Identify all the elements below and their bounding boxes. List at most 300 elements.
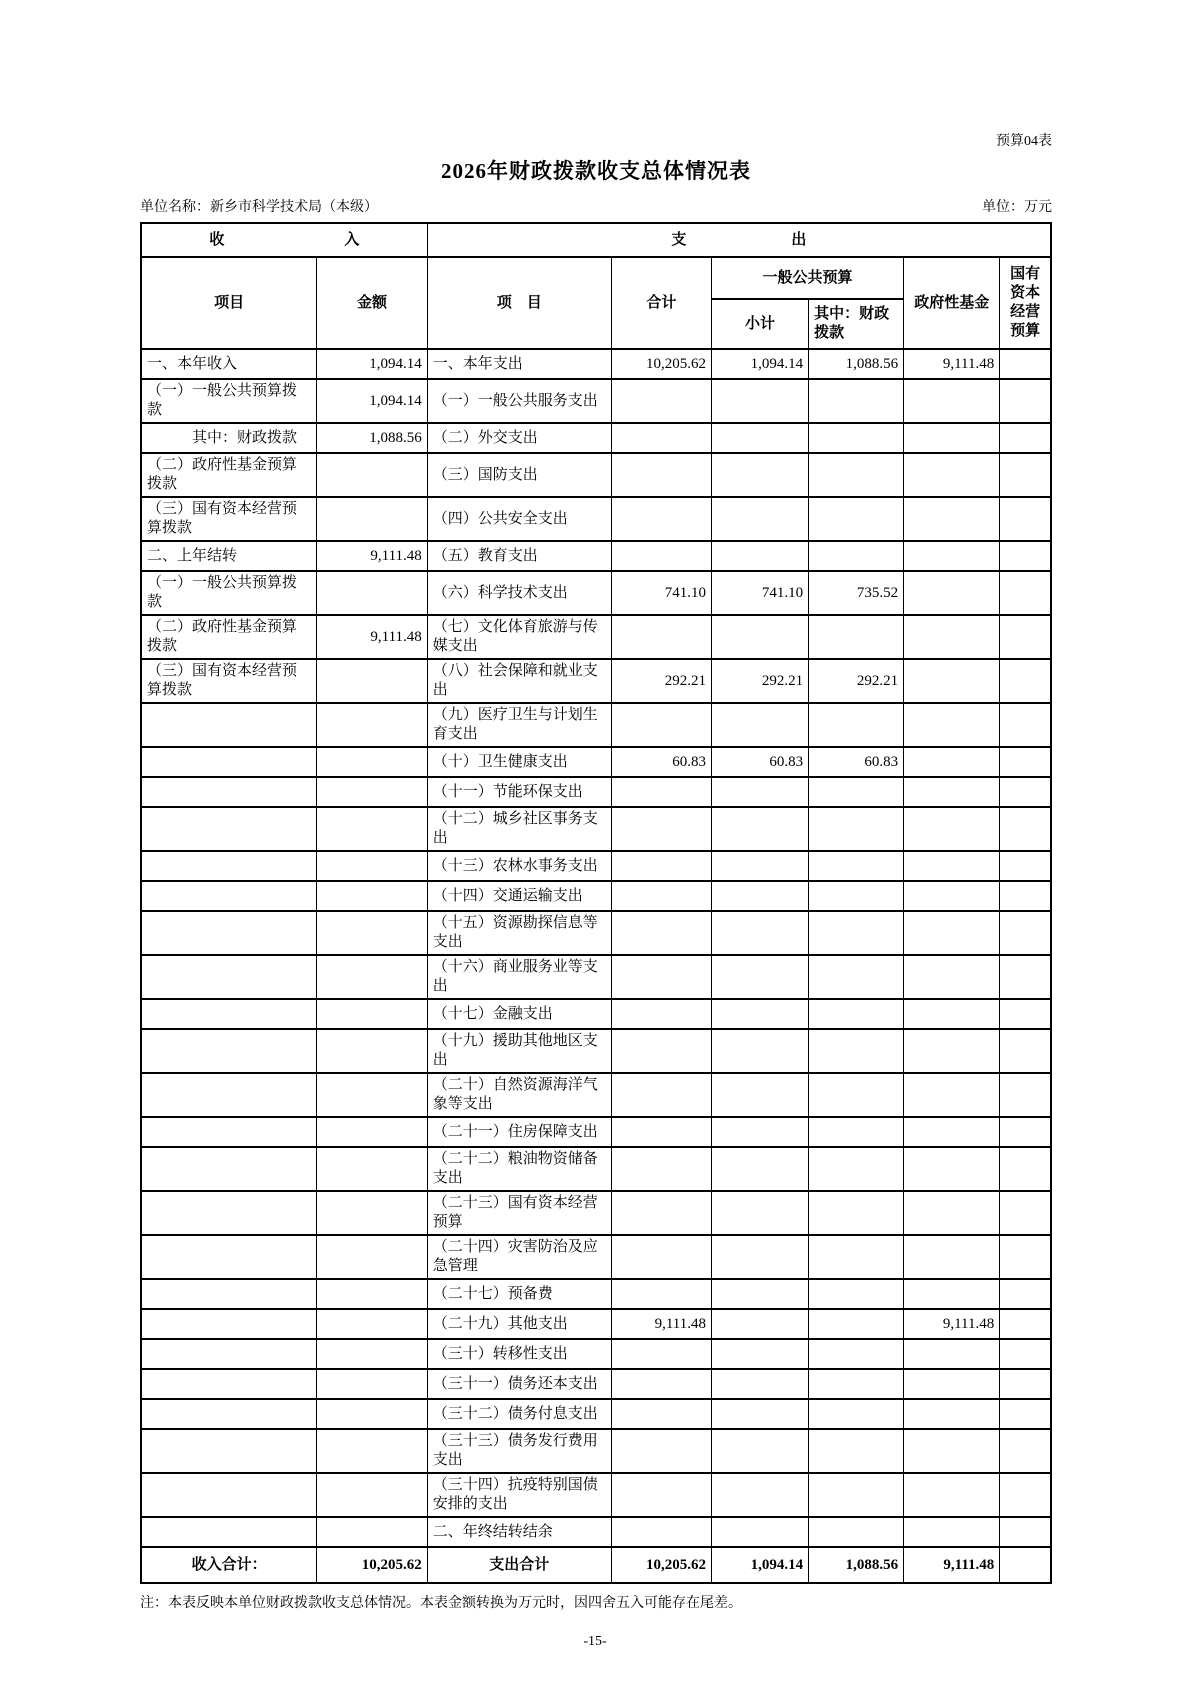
income-amount-cell [317,703,427,747]
total-cell [611,1235,711,1279]
subtotal-cell [711,1369,808,1399]
table-row [141,999,1051,1029]
income-total-amount-cell: 10,205.62 [317,1547,427,1583]
state-capital-cell [1000,571,1051,615]
expense-item-cell: （二十七）预备费 [427,1279,611,1309]
income-item-cell [141,807,317,851]
gov-fund-cell [904,379,1000,423]
gov-fund-cell [904,1279,1000,1309]
expense-item-cell: （三）国防支出 [427,453,611,497]
subtotal-cell [711,1517,808,1547]
total-cell [611,1279,711,1309]
fiscal-cell [809,615,904,659]
table-note: 注：本表反映本单位财政拨款收支总体情况。本表金额转换为万元时，因四舍五入可能存在尾差。 [140,1596,742,1611]
table-row [141,1339,1051,1369]
header-row [141,257,1051,299]
table-row [141,497,1051,541]
budget-table [140,222,1052,1584]
gov-fund-cell [904,703,1000,747]
income-amount-cell [317,1517,427,1547]
income-amount-cell: 1,088.56 [317,423,427,453]
subtotal-cell [711,777,808,807]
total-cell [611,1117,711,1147]
expense-item-cell: （九）医疗卫生与计划生育支出 [427,703,611,747]
table-row [141,1369,1051,1399]
total-cell [611,1029,711,1073]
income-item-cell: （三）国有资本经营预算拨款 [141,659,317,703]
total-cell [611,1073,711,1117]
subtotal-cell [711,955,808,999]
gov-fund-cell [904,541,1000,571]
expense-total-label-cell: 支出合计 [427,1547,611,1583]
subtotal-cell [711,1191,808,1235]
gov-fund-cell [904,1369,1000,1399]
expense-item-cell: （八）社会保障和就业支出 [427,659,611,703]
total-cell: 60.83 [611,747,711,777]
state-capital-cell [1000,851,1051,881]
table-row [141,777,1051,807]
total-header: 合计 [611,257,711,349]
income-item-cell [141,1429,317,1473]
income-item-cell: （三）国有资本经营预算拨款 [141,497,317,541]
gov-fund-cell [904,1429,1000,1473]
income-item-cell [141,955,317,999]
total-cell [611,777,711,807]
income-amount-cell [317,851,427,881]
table-row [141,1279,1051,1309]
fiscal-cell [809,1399,904,1429]
total-cell [611,911,711,955]
total-cell [611,497,711,541]
subtotal-cell [711,881,808,911]
state-capital-cell [1000,1117,1051,1147]
gov-fund-cell [904,851,1000,881]
total-cell [611,615,711,659]
table-row [141,659,1051,703]
subtotal-cell: 292.21 [711,659,808,703]
subtotal-cell [711,1029,808,1073]
state-capital-cell [1000,1073,1051,1117]
state-capital-cell [1000,423,1051,453]
gov-fund-cell [904,955,1000,999]
gov-fund-cell [904,1073,1000,1117]
income-amount-cell [317,659,427,703]
income-amount-cell [317,807,427,851]
fiscal-cell [809,1517,904,1547]
income-item-cell [141,1147,317,1191]
expense-item-cell: （十三）农林水事务支出 [427,851,611,881]
fiscal-cell [809,999,904,1029]
total-cell: 741.10 [611,571,711,615]
gov-fund-cell [904,1235,1000,1279]
income-amount-header: 金额 [317,257,427,349]
income-amount-cell [317,999,427,1029]
income-group-header: 收 入 [141,223,427,257]
total-cell [611,807,711,851]
fiscal-cell [809,1369,904,1399]
gov-fund-cell [904,777,1000,807]
income-item-cell [141,1073,317,1117]
fiscal-cell [809,1429,904,1473]
income-amount-cell [317,881,427,911]
form-number-label: 预算04表 [996,134,1052,149]
state-capital-cell [1000,1399,1051,1429]
subtotal-cell [711,911,808,955]
expense-item-cell: （三十四）抗疫特别国债安排的支出 [427,1473,611,1517]
income-amount-cell [317,1191,427,1235]
gov-fund-cell [904,1147,1000,1191]
fiscal-cell [809,807,904,851]
state-capital-cell [1000,1369,1051,1399]
state-capital-cell [1000,541,1051,571]
subtotal-cell [711,851,808,881]
total-cell [611,1473,711,1517]
expense-item-cell: （五）教育支出 [427,541,611,571]
subtotal-cell [711,1117,808,1147]
expense-item-cell: （十九）援助其他地区支出 [427,1029,611,1073]
income-item-cell: （二）政府性基金预算拨款 [141,615,317,659]
table-row [141,1473,1051,1517]
total-cell [611,1339,711,1369]
subtotal-cell [711,1429,808,1473]
table-row [141,747,1051,777]
fiscal-cell [809,1147,904,1191]
fiscal-cell [809,1029,904,1073]
state-capital-cell [1000,1429,1051,1473]
gov-fund-cell: 9,111.48 [904,349,1000,379]
expense-item-cell: （三十三）债务发行费用支出 [427,1429,611,1473]
expense-item-cell: （十四）交通运输支出 [427,881,611,911]
fiscal-cell: 1,088.56 [809,349,904,379]
subtotal-cell [711,453,808,497]
gov-fund-cell [904,999,1000,1029]
table-row [141,911,1051,955]
total-cell [611,703,711,747]
income-item-cell [141,1279,317,1309]
income-item-cell [141,1399,317,1429]
fiscal-cell [809,1279,904,1309]
gov-fund-cell [904,807,1000,851]
total-cell [611,1191,711,1235]
subtotal-cell [711,615,808,659]
subtotal-cell [711,1147,808,1191]
expense-total-cell: 10,205.62 [611,1547,711,1583]
income-item-cell [141,1517,317,1547]
header-group-row [141,223,1051,257]
state-capital-cell [1000,777,1051,807]
income-total-label-cell: 收入合计： [141,1547,317,1583]
table-row [141,1399,1051,1429]
table-row [141,1117,1051,1147]
table-body [141,349,1051,1547]
state-capital-header: 国有资本经营预算 [1000,257,1051,349]
gov-fund-cell: 9,111.48 [904,1309,1000,1339]
income-item-cell [141,911,317,955]
total-cell [611,851,711,881]
income-amount-cell [317,1429,427,1473]
total-cell [611,379,711,423]
state-capital-cell [1000,911,1051,955]
total-cell: 292.21 [611,659,711,703]
income-item-cell [141,1339,317,1369]
state-capital-cell [1000,379,1051,423]
total-cell [611,955,711,999]
expense-item-cell: （一）一般公共服务支出 [427,379,611,423]
expense-item-cell: （十五）资源勘探信息等支出 [427,911,611,955]
state-capital-cell [1000,703,1051,747]
subtotal-cell [711,1399,808,1429]
state-capital-cell [1000,659,1051,703]
income-item-cell [141,999,317,1029]
gov-fund-cell [904,1191,1000,1235]
table-row [141,349,1051,379]
state-capital-cell [1000,1517,1051,1547]
income-item-cell [141,881,317,911]
income-amount-cell [317,1279,427,1309]
income-item-cell: 一、本年收入 [141,349,317,379]
income-item-cell [141,851,317,881]
gov-fund-cell [904,747,1000,777]
totals-row [141,1547,1051,1583]
income-item-cell: （二）政府性基金预算拨款 [141,453,317,497]
total-cell [611,541,711,571]
table-row [141,1147,1051,1191]
income-item-cell [141,1117,317,1147]
table-row [141,807,1051,851]
gov-fund-cell [904,1399,1000,1429]
income-amount-cell [317,497,427,541]
gov-fund-cell [904,571,1000,615]
state-capital-cell [1000,807,1051,851]
income-item-cell [141,1191,317,1235]
fiscal-cell [809,541,904,571]
state-capital-cell [1000,881,1051,911]
expense-item-cell: （四）公共安全支出 [427,497,611,541]
fiscal-cell [809,955,904,999]
gov-fund-cell [904,911,1000,955]
state-capital-total-cell [1000,1547,1051,1583]
subtotal-cell [711,423,808,453]
subtotal-cell: 1,094.14 [711,349,808,379]
income-amount-cell [317,1029,427,1073]
expense-item-cell: （二十三）国有资本经营预算 [427,1191,611,1235]
table-row [141,851,1051,881]
fiscal-cell [809,703,904,747]
subtotal-cell: 741.10 [711,571,808,615]
total-cell [611,1429,711,1473]
expense-item-cell: （三十二）债务付息支出 [427,1399,611,1429]
gov-fund-total-cell: 9,111.48 [904,1547,1000,1583]
table-row [141,881,1051,911]
subtotal-cell [711,807,808,851]
expense-item-cell: （二十九）其他支出 [427,1309,611,1339]
expense-item-cell: （二十二）粮油物资储备支出 [427,1147,611,1191]
income-amount-cell [317,1235,427,1279]
table-row [141,541,1051,571]
total-cell: 10,205.62 [611,349,711,379]
subtotal-cell [711,541,808,571]
income-amount-cell [317,1473,427,1517]
expense-item-cell: （十一）节能环保支出 [427,777,611,807]
fiscal-cell [809,1339,904,1369]
subtotal-cell [711,1073,808,1117]
subtotal-cell: 60.83 [711,747,808,777]
income-item-cell: （一）一般公共预算拨款 [141,379,317,423]
income-item-cell: 其中：财政拨款 [141,423,317,453]
income-item-cell [141,1473,317,1517]
fiscal-cell [809,1235,904,1279]
table-row [141,571,1051,615]
gov-fund-cell [904,1339,1000,1369]
fiscal-cell: 60.83 [809,747,904,777]
fiscal-total-cell: 1,088.56 [809,1547,904,1583]
fiscal-cell: 735.52 [809,571,904,615]
fiscal-grant-header: 其中：财政拨款 [809,299,904,349]
subtotal-cell [711,1473,808,1517]
unit-name-label: 单位名称：新乡市科学技术局（本级） [140,200,378,215]
income-amount-cell [317,911,427,955]
state-capital-cell [1000,1309,1051,1339]
income-amount-cell [317,955,427,999]
table-row [141,1029,1051,1073]
fiscal-cell [809,1309,904,1339]
income-amount-cell [317,1309,427,1339]
total-cell [611,999,711,1029]
gov-fund-cell [904,881,1000,911]
table-row [141,453,1051,497]
subtotal-cell [711,1309,808,1339]
fiscal-cell [809,911,904,955]
state-capital-cell [1000,1339,1051,1369]
table-row [141,1191,1051,1235]
fiscal-cell [809,497,904,541]
total-cell [611,423,711,453]
total-cell [611,1517,711,1547]
state-capital-cell [1000,747,1051,777]
fiscal-cell [809,453,904,497]
subtotal-total-cell: 1,094.14 [711,1547,808,1583]
state-capital-cell [1000,955,1051,999]
general-public-budget-header: 一般公共预算 [711,257,903,299]
subtotal-cell [711,379,808,423]
income-amount-cell [317,1339,427,1369]
income-item-cell: （一）一般公共预算拨款 [141,571,317,615]
expense-item-cell: （十）卫生健康支出 [427,747,611,777]
income-amount-cell: 9,111.48 [317,615,427,659]
total-cell [611,1399,711,1429]
income-amount-cell: 1,094.14 [317,379,427,423]
income-amount-cell [317,1073,427,1117]
table-row [141,1429,1051,1473]
expense-item-cell: （十七）金融支出 [427,999,611,1029]
state-capital-cell [1000,453,1051,497]
fiscal-cell [809,1073,904,1117]
state-capital-cell [1000,1029,1051,1073]
expense-item-cell: 二、年终结转结余 [427,1517,611,1547]
gov-fund-cell [904,1117,1000,1147]
expense-item-header: 项 目 [427,257,611,349]
income-item-cell: 二、上年结转 [141,541,317,571]
table-row [141,423,1051,453]
total-cell [611,1369,711,1399]
gov-fund-header: 政府性基金 [904,257,1000,349]
expense-item-cell: （六）科学技术支出 [427,571,611,615]
page-number: -15- [583,1634,607,1649]
subtotal-cell [711,1279,808,1309]
fiscal-cell: 292.21 [809,659,904,703]
income-amount-cell [317,747,427,777]
state-capital-cell [1000,1473,1051,1517]
expense-group-header: 支 出 [427,223,1051,257]
fiscal-cell [809,777,904,807]
table-row [141,1235,1051,1279]
total-cell [611,453,711,497]
state-capital-cell [1000,1191,1051,1235]
fiscal-cell [809,851,904,881]
gov-fund-cell [904,453,1000,497]
income-item-cell [141,703,317,747]
expense-item-cell: （二十一）住房保障支出 [427,1117,611,1147]
total-cell [611,881,711,911]
income-item-cell [141,777,317,807]
gov-fund-cell [904,497,1000,541]
income-amount-cell: 1,094.14 [317,349,427,379]
subtotal-cell [711,1339,808,1369]
expense-item-cell: （十二）城乡社区事务支出 [427,807,611,851]
expense-item-cell: （二）外交支出 [427,423,611,453]
state-capital-cell [1000,349,1051,379]
table-row [141,703,1051,747]
subtotal-cell [711,999,808,1029]
meta-row [140,196,1052,216]
income-amount-cell: 9,111.48 [317,541,427,571]
income-amount-cell [317,777,427,807]
income-item-cell [141,1235,317,1279]
gov-fund-cell [904,1473,1000,1517]
fiscal-cell [809,881,904,911]
income-item-cell [141,1309,317,1339]
income-amount-cell [317,1399,427,1429]
income-amount-cell [317,1117,427,1147]
subtotal-header: 小计 [711,299,808,349]
expense-item-cell: （三十一）债务还本支出 [427,1369,611,1399]
income-amount-cell [317,1147,427,1191]
income-item-cell [141,1369,317,1399]
total-cell [611,1147,711,1191]
state-capital-cell [1000,497,1051,541]
gov-fund-cell [904,1029,1000,1073]
income-amount-cell [317,571,427,615]
fiscal-cell [809,1191,904,1235]
state-capital-cell [1000,999,1051,1029]
fiscal-cell [809,1473,904,1517]
fiscal-cell [809,1117,904,1147]
income-item-cell [141,1029,317,1073]
income-amount-cell [317,1369,427,1399]
table-row [141,1309,1051,1339]
expense-item-cell: 一、本年支出 [427,349,611,379]
table-row [141,379,1051,423]
gov-fund-cell [904,659,1000,703]
page-title: 2026年财政拨款收支总体情况表 [441,159,751,183]
expense-item-cell: （二十四）灾害防治及应急管理 [427,1235,611,1279]
subtotal-cell [711,497,808,541]
fiscal-cell [809,379,904,423]
income-item-header: 项目 [141,257,317,349]
subtotal-cell [711,703,808,747]
gov-fund-cell [904,1517,1000,1547]
income-amount-cell [317,453,427,497]
